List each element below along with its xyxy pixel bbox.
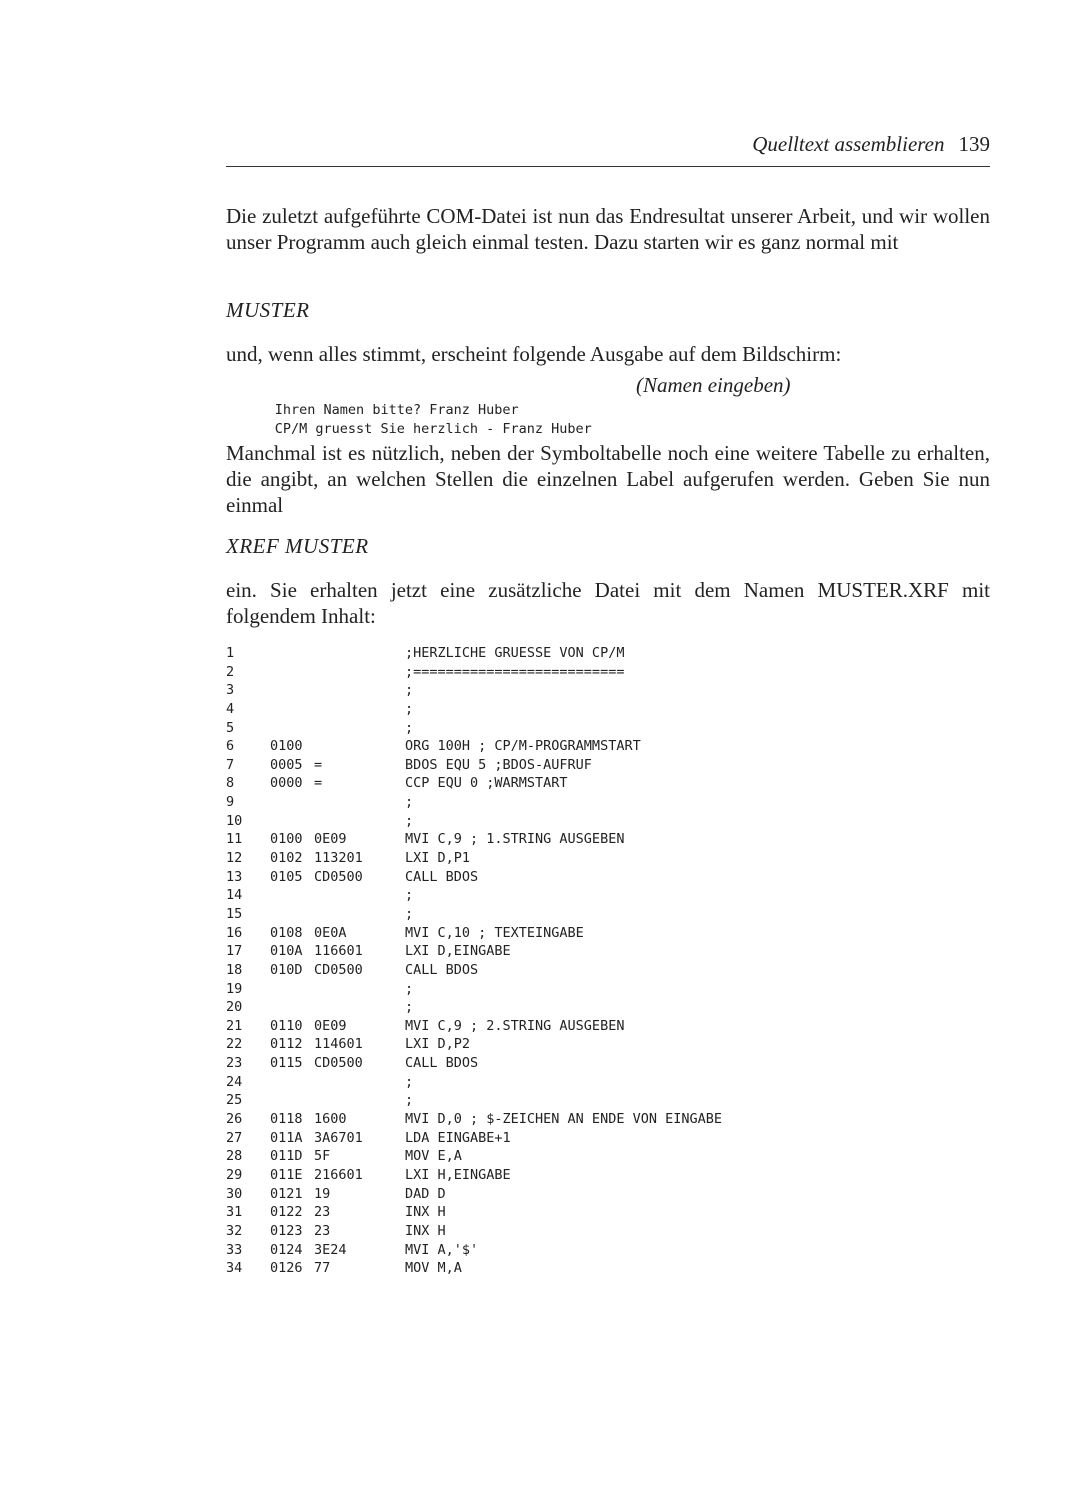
- line-number: 21: [226, 1017, 243, 1034]
- listing-row: [226, 1017, 990, 1036]
- listing-row: [226, 812, 990, 831]
- listing-row: [226, 1073, 990, 1092]
- machine-code: =: [314, 756, 323, 773]
- listing-row: [226, 1241, 990, 1260]
- source-text: ;: [405, 980, 414, 997]
- line-number: 16: [226, 924, 243, 941]
- listing-row: [226, 719, 990, 738]
- machine-code: 5F: [314, 1148, 331, 1165]
- listing-row: [226, 1054, 990, 1073]
- address: 0000: [270, 775, 303, 792]
- listing-row: [226, 1203, 990, 1222]
- listing-row: [226, 774, 990, 793]
- address: 0108: [270, 924, 303, 941]
- line-number: 17: [226, 943, 243, 960]
- running-title: Quelltext assemblieren: [752, 132, 945, 156]
- address: 0122: [270, 1204, 303, 1221]
- machine-code: 19: [314, 1185, 331, 1202]
- source-text: MVI C,10 ; TEXTEINGABE: [405, 924, 584, 941]
- machine-code: 1600: [314, 1111, 347, 1128]
- listing-row: [226, 1185, 990, 1204]
- listing-row: [226, 998, 990, 1017]
- source-text: CALL BDOS: [405, 1055, 479, 1072]
- command-muster: MUSTER: [226, 298, 310, 322]
- listing-row: [226, 1259, 990, 1278]
- address: 0112: [270, 1036, 303, 1053]
- line-number: 29: [226, 1166, 243, 1183]
- listing-row: [226, 681, 990, 700]
- source-text: ;: [405, 905, 414, 922]
- address: 011D: [270, 1148, 303, 1165]
- source-text: LXI D,P2: [405, 1036, 471, 1053]
- listing-row: [226, 1110, 990, 1129]
- line-number: 3: [226, 682, 235, 699]
- xref-listing: [226, 644, 990, 1278]
- listing-row: [226, 905, 990, 924]
- listing-row: [226, 1091, 990, 1110]
- machine-code: 116601: [314, 943, 363, 960]
- line-number: 9: [226, 794, 235, 811]
- source-text: INX H: [405, 1222, 446, 1239]
- listing-row: [226, 793, 990, 812]
- source-text: LXI H,EINGABE: [405, 1166, 511, 1183]
- source-text: CALL BDOS: [405, 868, 479, 885]
- address: 0005: [270, 756, 303, 773]
- line-number: 5: [226, 719, 235, 736]
- line-number: 28: [226, 1148, 243, 1165]
- address: 0100: [270, 831, 303, 848]
- source-text: ;: [405, 794, 414, 811]
- machine-code: 114601: [314, 1036, 363, 1053]
- source-text: MVI C,9 ; 2.STRING AUSGEBEN: [405, 1017, 625, 1034]
- address: 011E: [270, 1166, 303, 1183]
- line-number: 12: [226, 850, 243, 867]
- command-xref: XREF MUSTER: [226, 534, 369, 558]
- listing-row: [226, 830, 990, 849]
- address: 0110: [270, 1017, 303, 1034]
- page-number: 139: [958, 132, 990, 156]
- line-number: 27: [226, 1129, 243, 1146]
- source-text: ;: [405, 887, 414, 904]
- machine-code: 3A6701: [314, 1129, 363, 1146]
- source-text: ;: [405, 700, 414, 717]
- line-number: 18: [226, 961, 243, 978]
- address: 0115: [270, 1055, 303, 1072]
- output-note: (Namen eingeben): [636, 373, 791, 397]
- listing-row: [226, 849, 990, 868]
- line-number: 4: [226, 700, 235, 717]
- machine-code: 216601: [314, 1166, 363, 1183]
- listing-row: [226, 868, 990, 887]
- source-text: ;: [405, 999, 414, 1016]
- listing-row: [226, 924, 990, 943]
- source-text: INX H: [405, 1204, 446, 1221]
- line-number: 34: [226, 1260, 243, 1277]
- listing-row: [226, 942, 990, 961]
- address: 010A: [270, 943, 303, 960]
- output-line: [226, 401, 990, 437]
- listing-row: [226, 1147, 990, 1166]
- line-number: 2: [226, 663, 235, 680]
- line-number: 6: [226, 738, 235, 755]
- line-number: 33: [226, 1241, 243, 1258]
- source-text: ORG 100H ; CP/M-PROGRAMMSTART: [405, 738, 641, 755]
- source-text: ;: [405, 682, 414, 699]
- paragraph-xref-intro: Manchmal ist es nützlich, neben der Symboltabelle noch eine weitere Tabelle zu erhalten, die angibt, an welchen Stellen die einzelnen Label aufgerufen werden. Geben Sie nun einmal: [226, 441, 990, 517]
- source-text: ;: [405, 812, 414, 829]
- source-text: CALL BDOS: [405, 961, 479, 978]
- address: 0123: [270, 1222, 303, 1239]
- listing-row: [226, 644, 990, 663]
- machine-code: CD0500: [314, 1055, 363, 1072]
- source-text: MOV M,A: [405, 1260, 462, 1277]
- listing-row: [226, 886, 990, 905]
- source-text: MVI A,'$': [405, 1241, 479, 1258]
- source-text: ;: [405, 1092, 414, 1109]
- header-rule: [226, 166, 990, 167]
- listing-row: [226, 737, 990, 756]
- address: 0118: [270, 1111, 303, 1128]
- machine-code: 23: [314, 1222, 331, 1239]
- source-text: ;: [405, 719, 414, 736]
- source-text: BDOS EQU 5 ;BDOS-AUFRUF: [405, 756, 592, 773]
- line-number: 22: [226, 1036, 243, 1053]
- machine-code: 23: [314, 1204, 331, 1221]
- address: 0102: [270, 850, 303, 867]
- listing-row: [226, 961, 990, 980]
- line-number: 20: [226, 999, 243, 1016]
- line-number: 13: [226, 868, 243, 885]
- listing-row: [226, 1129, 990, 1148]
- line-number: 15: [226, 905, 243, 922]
- machine-code: 113201: [314, 850, 363, 867]
- listing-row: [226, 980, 990, 999]
- source-text: LDA EINGABE+1: [405, 1129, 511, 1146]
- machine-code: CD0500: [314, 961, 363, 978]
- line-number: 31: [226, 1204, 243, 1221]
- machine-code: 0E09: [314, 831, 347, 848]
- line-number: 7: [226, 756, 235, 773]
- source-text: LXI D,EINGABE: [405, 943, 511, 960]
- address: 0100: [270, 738, 303, 755]
- machine-code: 3E24: [314, 1241, 347, 1258]
- listing-row: [226, 756, 990, 775]
- line-number: 10: [226, 812, 243, 829]
- machine-code: CD0500: [314, 868, 363, 885]
- paragraph-intro: Die zuletzt aufgeführte COM-Datei ist nun das Endresultat unserer Arbeit, und wir wollen unser Programm auch gleich einmal testen. Dazu starten wir es ganz normal mit: [226, 204, 990, 254]
- line-number: 23: [226, 1055, 243, 1072]
- listing-row: [226, 1166, 990, 1185]
- line-number: 19: [226, 980, 243, 997]
- listing-row: [226, 663, 990, 682]
- machine-code: 0E0A: [314, 924, 347, 941]
- paragraph-output-intro: und, wenn alles stimmt, erscheint folgende Ausgabe auf dem Bildschirm:: [226, 342, 842, 366]
- output-line: [226, 373, 990, 418]
- line-number: 8: [226, 775, 235, 792]
- screen-output: [226, 373, 990, 437]
- running-head: [226, 130, 990, 158]
- machine-code: 77: [314, 1260, 331, 1277]
- address: 010D: [270, 961, 303, 978]
- address: 0126: [270, 1260, 303, 1277]
- source-text: ;==========================: [405, 663, 625, 680]
- line-number: 1: [226, 645, 235, 661]
- paragraph-xref-file: ein. Sie erhalten jetzt eine zusätzliche Datei mit dem Namen MUSTER.XRF mit folgendem Inhalt:: [226, 578, 990, 628]
- address: 011A: [270, 1129, 303, 1146]
- line-number: 11: [226, 831, 243, 848]
- machine-code: 0E09: [314, 1017, 347, 1034]
- listing-row: [226, 1222, 990, 1241]
- source-text: MOV E,A: [405, 1148, 462, 1165]
- source-text: LXI D,P1: [405, 850, 471, 867]
- line-number: 32: [226, 1222, 243, 1239]
- listing-row: [226, 1035, 990, 1054]
- listing-row: [226, 700, 990, 719]
- machine-code: =: [314, 775, 323, 792]
- line-number: 14: [226, 887, 243, 904]
- source-text: ;: [405, 1073, 414, 1090]
- source-text: MVI D,0 ; $-ZEICHEN AN ENDE VON EINGABE: [405, 1111, 722, 1128]
- address: 0105: [270, 868, 303, 885]
- line-number: 26: [226, 1111, 243, 1128]
- address: 0124: [270, 1241, 303, 1258]
- line-number: 30: [226, 1185, 243, 1202]
- source-text: MVI C,9 ; 1.STRING AUSGEBEN: [405, 831, 625, 848]
- source-text: CCP EQU 0 ;WARMSTART: [405, 775, 568, 792]
- address: 0121: [270, 1185, 303, 1202]
- output-text: Ihren Namen bitte? Franz Huber: [274, 401, 519, 418]
- line-number: 25: [226, 1092, 243, 1109]
- line-number: 24: [226, 1073, 243, 1090]
- source-text: DAD D: [405, 1185, 446, 1202]
- output-text: CP/M gruesst Sie herzlich - Franz Huber: [274, 420, 592, 437]
- source-text: ;HERZLICHE GRUESSE VON CP/M: [405, 645, 625, 661]
